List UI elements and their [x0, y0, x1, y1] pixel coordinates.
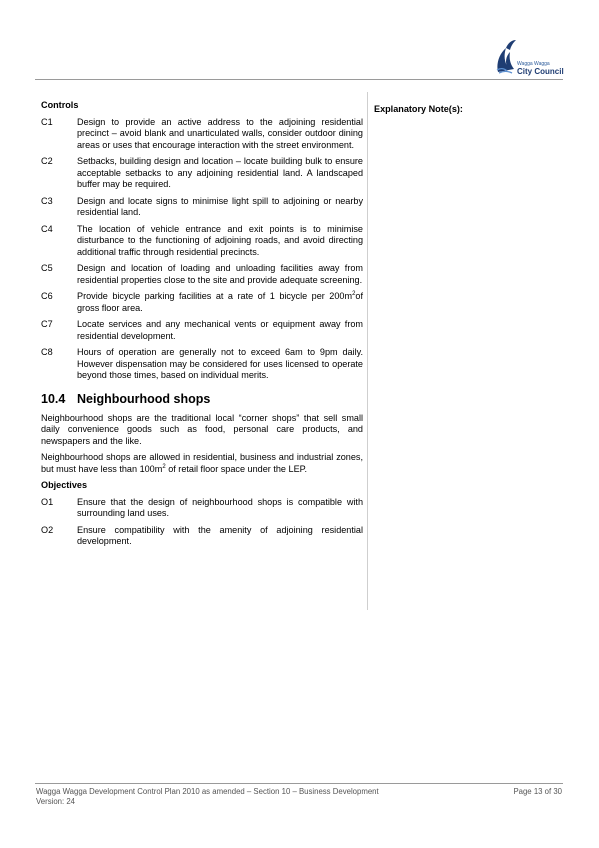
footer-rule	[35, 783, 563, 784]
control-code: C2	[41, 156, 53, 166]
explanatory-notes-heading: Explanatory Note(s):	[374, 104, 463, 114]
control-text-part: of gross floor area.	[77, 291, 363, 313]
paragraph-part: of retail floor space under the LEP.	[165, 463, 308, 474]
control-text-part: Provide bicycle parking facilities at a rate of 1 bicycle per 200m	[77, 291, 353, 301]
control-text: Setbacks, building design and location – locate building bulk to ensure acceptable setbacks to any adjoining residential land. A landscaped buffer may be required.	[77, 156, 363, 189]
crow-logo-icon	[494, 38, 518, 74]
objective-code: O1	[41, 496, 54, 507]
paragraph-part: Neighbourhood shops are allowed in residential, business and industrial zones, but must have less than 100m	[41, 452, 363, 474]
section-heading	[41, 392, 363, 406]
superscript: 2	[352, 290, 356, 297]
footer-document-title: Wagga Wagga Development Control Plan 2010 as amended – Section 10 – Business Development	[36, 787, 379, 796]
control-item	[41, 319, 363, 342]
superscript: 2	[162, 463, 166, 470]
council-logo	[494, 38, 564, 80]
objective-code: O2	[41, 524, 54, 535]
column-divider	[367, 92, 368, 610]
control-text: Locate services and any mechanical vents or equipment away from residential development.	[77, 319, 363, 341]
objectives-heading: Objectives	[41, 480, 87, 490]
control-item	[41, 263, 363, 286]
footer-info	[36, 787, 379, 806]
objective-item	[41, 497, 363, 520]
control-text: Design and locate signs to minimise light spill to adjoining or nearby residential land.	[77, 195, 363, 217]
objective-text: Ensure compatibility with the amenity of adjoining residential development.	[77, 524, 363, 546]
main-column	[41, 100, 363, 553]
control-item	[41, 291, 363, 314]
section-paragraph	[41, 452, 363, 475]
control-code: C5	[41, 263, 53, 273]
section-title: Neighbourhood shops	[77, 391, 211, 406]
control-text	[77, 291, 363, 314]
controls-heading: Controls	[41, 100, 79, 110]
control-code: C3	[41, 195, 53, 206]
control-code: C8	[41, 347, 53, 357]
control-item	[41, 156, 363, 191]
control-code: C6	[41, 291, 53, 301]
control-item	[41, 117, 363, 152]
control-code: C1	[41, 116, 53, 127]
objective-item	[41, 525, 363, 548]
control-code: C4	[41, 223, 53, 234]
footer-version: Version: 24	[36, 796, 76, 806]
logo-text-big: City Council	[517, 67, 564, 76]
header-rule	[35, 79, 563, 80]
section-paragraph: Neighbourhood shops are the traditional local “corner shops” that sell small daily convenience goods such as food, personal care products, and newspapers and the like.	[41, 412, 363, 446]
control-text: Hours of operation are generally not to exceed 6am to 9pm daily. However dispensation may be considered for uses licensed to operate beyond those times, based on individual merits.	[77, 347, 363, 380]
page-number: Page 13 of 30	[513, 787, 562, 796]
control-item	[41, 347, 363, 382]
logo-text-small: Wagga Wagga	[517, 61, 550, 67]
control-text: Design and location of loading and unloading facilities away from residential properties close to the site and provide adequate screening.	[77, 263, 363, 285]
objective-text: Ensure that the design of neighbourhood shops is compatible with surrounding land uses.	[77, 496, 363, 518]
section-number: 10.4	[41, 391, 66, 406]
control-item	[41, 196, 363, 219]
control-text: Design to provide an active address to the adjoining residential precinct – avoid blank and unarticulated walls, consider outdoor dining areas or uses that encourage interaction with the street environment.	[77, 116, 363, 150]
control-text: The location of vehicle entrance and exit points is to minimise disturbance to the functioning of adjoining roads, and avoid directing additional traffic through residential precincts.	[77, 223, 363, 257]
control-code: C7	[41, 319, 53, 329]
control-item	[41, 224, 363, 259]
